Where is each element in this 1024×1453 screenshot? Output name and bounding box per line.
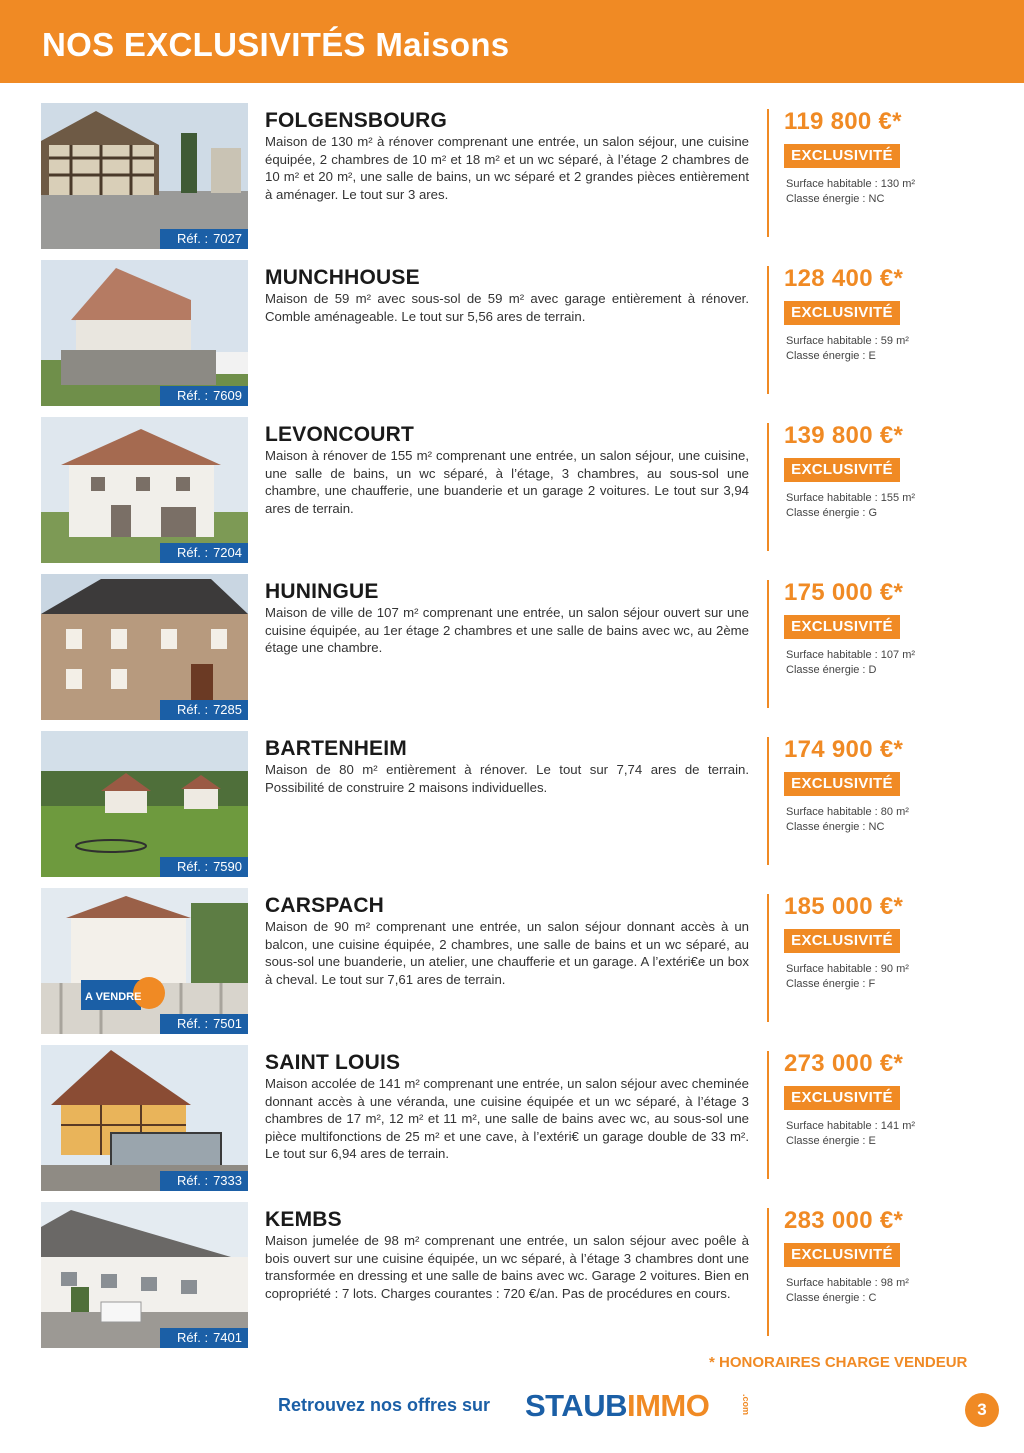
divider — [767, 580, 769, 708]
price: 273 000 €* — [784, 1050, 904, 1077]
town-name: BARTENHEIM — [265, 737, 407, 760]
reference-label: Réf. : — [177, 1330, 209, 1345]
classe-energie: Classe énergie : NC — [786, 821, 885, 833]
surface-habitable: Surface habitable : 107 m² — [786, 649, 916, 661]
reference-number: 7333 — [213, 1173, 242, 1188]
classe-energie: Classe énergie : NC — [786, 193, 885, 205]
reference-label: Réf. : — [177, 388, 209, 403]
town-name: LEVONCOURT — [265, 423, 414, 446]
surface-habitable: Surface habitable : 90 m² — [786, 963, 909, 975]
property-photo[interactable] — [41, 888, 248, 1034]
divider — [767, 1208, 769, 1336]
property-specs — [786, 491, 915, 521]
reference-tag — [160, 1171, 248, 1191]
reference-label: Réf. : — [177, 231, 209, 246]
property-description: Maison accolée de 141 m² comprenant une entrée, un salon séjour avec cheminée donnant accès à une véranda, une cuisine équipée et un wc séparé, à l’étage 3 chambres de 17 m², 12 m² et 11 m², une salle de bains avec wc, au sous-sol une pièce multifonctions de 25 m² et une cave, à l’extéri€ un garage double de 33 m². Le tout sur 6,94 ares de terrain. — [265, 1076, 749, 1162]
listing-kembs[interactable] — [0, 1202, 1024, 1352]
classe-energie: Classe énergie : E — [786, 1135, 876, 1147]
price: 119 800 €* — [784, 108, 902, 135]
reference-tag — [160, 1328, 248, 1348]
property-photo[interactable] — [41, 260, 248, 406]
town-name: MUNCHHOUSE — [265, 266, 420, 289]
property-description: Maison de 130 m² à rénover comprenant une entrée, un salon séjour, une cuisine équipée, 2 chambres de 10 m² et 18 m² et un wc séparé, à l’étage 2 chambres de 10 m² et 20 m², une salle de bains, un wc séparé et 2 grandes pièces entièrement à aménager. Le tout sur 3 ares. — [265, 134, 749, 202]
exclusivite-badge: EXCLUSIVITÉ — [784, 458, 900, 482]
exclusivite-badge: EXCLUSIVITÉ — [784, 1086, 900, 1110]
staubimmo-logo[interactable] — [525, 1388, 751, 1423]
reference-number: 7590 — [213, 859, 242, 874]
property-photo[interactable] — [41, 103, 248, 249]
exclusivite-badge: EXCLUSIVITÉ — [784, 301, 900, 325]
property-photo[interactable] — [41, 1202, 248, 1348]
divider — [767, 1051, 769, 1179]
property-description: Maison jumelée de 98 m² comprenant une entrée, un salon séjour avec poêle à bois ouvert sur une cuisine équipée, un wc séparé, à l’étage 3 chambres dont une transformée en dressing et une salle de bains avec wc. Garage 2 voitures. Bien en copropriété : 7 lots. Charges courantes : 720 €/an. Pas de procédures en cours. — [265, 1233, 749, 1301]
page-number: 3 — [965, 1393, 999, 1427]
property-photo[interactable] — [41, 1045, 248, 1191]
logo-immo: IMMO — [626, 1388, 710, 1423]
a-vendre-sign: A VENDRE — [85, 991, 142, 1003]
town-name: SAINT LOUIS — [265, 1051, 401, 1074]
surface-habitable: Surface habitable : 130 m² — [786, 178, 916, 190]
property-description: Maison de 90 m² comprenant une entrée, un salon séjour donnant accès à un balcon, une cuisine équipée, 2 chambres, une salle de bains et un wc séparé, au sous-sol une buanderie, un atelier, une chaufferie et un garage. A l’extéri€e un box à cheval. Le tout sur 7,61 ares de terrain. — [265, 919, 749, 987]
property-photo[interactable] — [41, 417, 248, 563]
listing-huningue[interactable] — [0, 574, 1024, 724]
listing-saint-louis[interactable] — [0, 1045, 1024, 1195]
page-title: NOS EXCLUSIVITÉS Maisons — [42, 26, 510, 63]
reference-tag — [160, 229, 248, 249]
listing-bartenheim[interactable] — [0, 731, 1024, 881]
reference-number: 7285 — [213, 702, 242, 717]
reference-number: 7401 — [213, 1330, 242, 1345]
town-name: FOLGENSBOURG — [265, 109, 448, 132]
price: 174 900 €* — [784, 736, 904, 763]
classe-energie: Classe énergie : D — [786, 664, 877, 676]
reference-number: 7027 — [213, 231, 242, 246]
property-description: Maison de 80 m² entièrement à rénover. Le tout sur 7,74 ares de terrain. Possibilité de construire 2 maisons individuelles. — [265, 762, 749, 795]
listing-folgensbourg[interactable] — [0, 103, 1024, 253]
logo-staub: STAUB — [525, 1388, 627, 1423]
classe-energie: Classe énergie : E — [786, 350, 876, 362]
classe-energie: Classe énergie : C — [786, 1292, 877, 1304]
property-photo[interactable] — [41, 574, 248, 720]
listing-carspach[interactable] — [0, 888, 1024, 1038]
surface-habitable: Surface habitable : 80 m² — [786, 806, 909, 818]
surface-habitable: Surface habitable : 98 m² — [786, 1277, 909, 1289]
reference-label: Réf. : — [177, 859, 209, 874]
honoraires-footnote: * HONORAIRES CHARGE VENDEUR — [709, 1354, 968, 1371]
retrouvez-text: Retrouvez nos offres sur — [278, 1395, 491, 1415]
exclusivite-badge: EXCLUSIVITÉ — [784, 144, 900, 168]
reference-label: Réf. : — [177, 702, 209, 717]
town-name: HUNINGUE — [265, 580, 379, 603]
exclusivite-badge: EXCLUSIVITÉ — [784, 929, 900, 953]
price: 139 800 €* — [784, 422, 904, 449]
price: 128 400 €* — [784, 265, 904, 292]
exclusivite-badge: EXCLUSIVITÉ — [784, 1243, 900, 1267]
reference-label: Réf. : — [177, 1173, 209, 1188]
surface-habitable: Surface habitable : 59 m² — [786, 335, 909, 347]
town-name: CARSPACH — [265, 894, 385, 917]
reference-number: 7204 — [213, 545, 242, 560]
surface-habitable: Surface habitable : 155 m² — [786, 492, 916, 504]
reference-tag — [160, 386, 248, 406]
reference-tag — [160, 857, 248, 877]
property-specs — [786, 962, 909, 992]
property-specs — [786, 648, 915, 678]
reference-number: 7609 — [213, 388, 242, 403]
exclusivite-badge: EXCLUSIVITÉ — [784, 772, 900, 796]
reference-label: Réf. : — [177, 1016, 209, 1031]
property-photo[interactable] — [41, 731, 248, 877]
reference-tag — [160, 700, 248, 720]
divider — [767, 266, 769, 394]
divider — [767, 109, 769, 237]
property-specs — [786, 1276, 909, 1306]
page-header — [0, 0, 1024, 83]
reference-tag — [160, 1014, 248, 1034]
reference-number: 7501 — [213, 1016, 242, 1031]
price: 175 000 €* — [784, 579, 904, 606]
property-description: Maison à rénover de 155 m² comprenant une entrée, un salon séjour, une cuisine, une salle de bains, un wc séparé, à l’étage, 3 chambres, au sous-sol une chambre, une chaufferie, une buanderie et un garage 2 voitures. Le tout sur 3,94 ares de terrain. — [265, 448, 749, 516]
listing-munchhouse[interactable] — [0, 260, 1024, 410]
property-description: Maison de 59 m² avec sous-sol de 59 m² avec garage entièrement à rénover. Comble aménageable. Le tout sur 5,56 ares de terrain. — [265, 291, 749, 324]
price: 185 000 €* — [784, 893, 904, 920]
property-specs — [786, 805, 909, 835]
town-name: KEMBS — [265, 1208, 342, 1231]
surface-habitable: Surface habitable : 141 m² — [786, 1120, 916, 1132]
classe-energie: Classe énergie : F — [786, 978, 876, 990]
property-specs — [786, 1119, 915, 1149]
divider — [767, 894, 769, 1022]
listing-levoncourt[interactable] — [0, 417, 1024, 567]
divider — [767, 737, 769, 865]
property-description: Maison de ville de 107 m² comprenant une entrée, un salon séjour ouvert sur une cuisine équipée, au 1er étage 2 chambres et une salle de bains avec wc, au 2ème étage une chambre. — [265, 605, 749, 656]
classe-energie: Classe énergie : G — [786, 507, 878, 519]
exclusivite-badge: EXCLUSIVITÉ — [784, 615, 900, 639]
property-specs — [786, 177, 915, 207]
divider — [767, 423, 769, 551]
reference-label: Réf. : — [177, 545, 209, 560]
logo-com: .com — [741, 1394, 751, 1416]
reference-tag — [160, 543, 248, 563]
price: 283 000 €* — [784, 1207, 904, 1234]
property-specs — [786, 334, 909, 364]
